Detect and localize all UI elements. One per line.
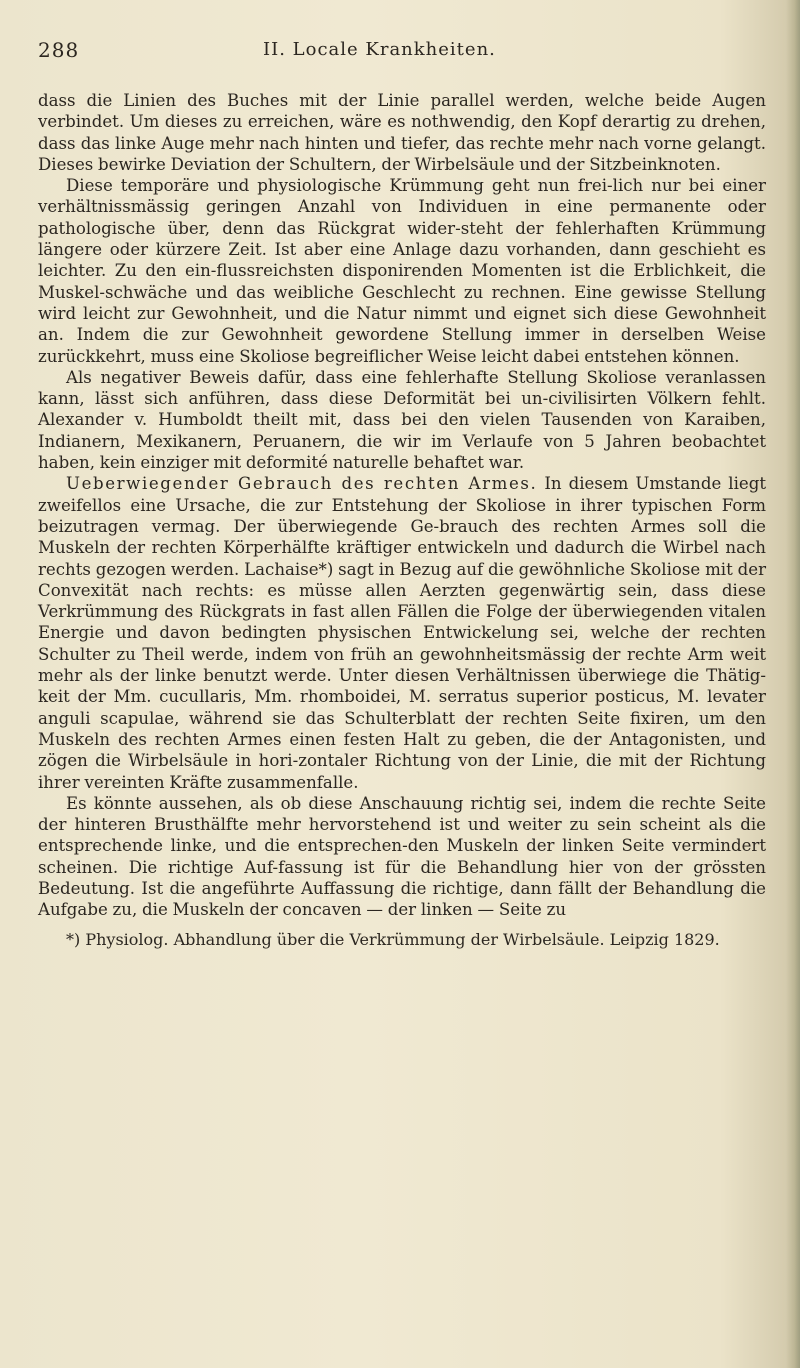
- paragraph: Als negativer Beweis dafür, dass eine fehlerhafte Stellung Skoliose veranlassen kann, lässt sich anführen, dass diese Deformität bei un-civilisirten Völkern fehlt. Alexander v. Humboldt theilt mit, dass bei den vielen Tausenden von Karaiben, Indianern, Mexikanern, Peruanern, die wir im Verlaufe von 5 Jahren beobachtet haben, kein einziger mit deformité naturelle behaftet war.: [38, 367, 766, 473]
- page-header: [38, 38, 758, 68]
- paragraph: Es könnte aussehen, als ob diese Anschauung richtig sei, indem die rechte Seite der hinteren Brusthälfte mehr hervorstehend ist und weiter zu sein scheint als die entsprechende linke, und die entsprechen-den Muskeln der linken Seite vermindert scheinen. Die richtige Auf-fassung ist für die Behandlung hier von der grössten Bedeutung. Ist die angeführte Auffassung die richtige, dann fällt der Behandlung die Aufgabe zu, die Muskeln der concaven — der linken — Seite zu: [38, 793, 766, 920]
- section-lead: Ueberwiegender Gebrauch des rechten Armes.: [66, 474, 538, 494]
- page-edge-shadow: [786, 0, 800, 1368]
- paragraph: [38, 473, 766, 792]
- page-number: 288: [38, 38, 80, 62]
- paragraph-text: In diesem Umstande liegt zweifellos eine Ursache, die zur Entstehung der Skoliose in ihrer typischen Form beizutragen vermag. Der überwiegende Ge-brauch des rechten Armes soll die Muskeln der rechten Körperhälfte kräftiger entwickeln und dadurch die Wirbel nach rechts gezogen werden. Lachaise*) sagt in Bezug auf die gewöhnliche Skoliose mit der Convexität nach rechts: es müsse allen Aerzten gegenwärtig sein, dass diese Verkrümmung des Rückgrats in fast allen Fällen die Folge der überwiegenden vitalen Energie und davon bedingten physischen Entwickelung sei, welche der rechten Schulter zu Theil werde, indem von früh an gewohnheitsmässig der rechte Arm weit mehr als der linke benutzt werde. Unter diesen Verhältnissen überwiege die Thätig-keit der Mm. cucullaris, Mm. rhomboidei, M. serratus superior posticus, M. levater anguli scapulae, während sie das Schulterblatt der rechten Seite fixiren, um den Muskeln des rechten Armes einen festen Halt zu geben, die der Antagonisten, und zögen die Wirbelsäule in hori-zontaler Richtung von der Linie, die mit der Richtung ihrer vereinten Kräfte zusammenfalle.: [38, 474, 766, 792]
- paragraph: Diese temporäre und physiologische Krümmung geht nun frei-lich nur bei einer verhältnissmässig geringen Anzahl von Individuen in eine permanente oder pathologische über, denn das Rückgrat wider-steht der fehlerhaften Krümmung längere oder kürzere Zeit. Ist aber eine Anlage dazu vorhanden, dann geschieht es leichter. Zu den ein-flussreichsten disponirenden Momenten ist die Erblichkeit, die Muskel-schwäche und das weibliche Geschlecht zu rechnen. Eine gewisse Stellung wird leicht zur Gewohnheit, und die Natur nimmt und eignet sich diese Gewohnheit an. Indem die zur Gewohnheit gewordene Stellung immer in derselben Weise zurückkehrt, muss eine Skoliose begreiflicher Weise leicht dabei entstehen können.: [38, 176, 766, 366]
- footnote: *) Physiolog. Abhandlung über die Verkrümmung der Wirbelsäule. Leipzig 1829.: [66, 930, 720, 949]
- paragraph: dass die Linien des Buches mit der Linie parallel werden, welche beide Augen verbindet. Um dieses zu erreichen, wäre es nothwendig, den Kopf derartig zu drehen, dass das linke Auge mehr nach hinten und tiefer, das rechte mehr nach vorne gelangt. Dieses bewirke Deviation der Schultern, der Wirbelsäule und der Sitzbeinknoten.: [38, 91, 766, 174]
- running-title: II. Locale Krankheiten.: [263, 39, 496, 60]
- body-text: [38, 90, 766, 921]
